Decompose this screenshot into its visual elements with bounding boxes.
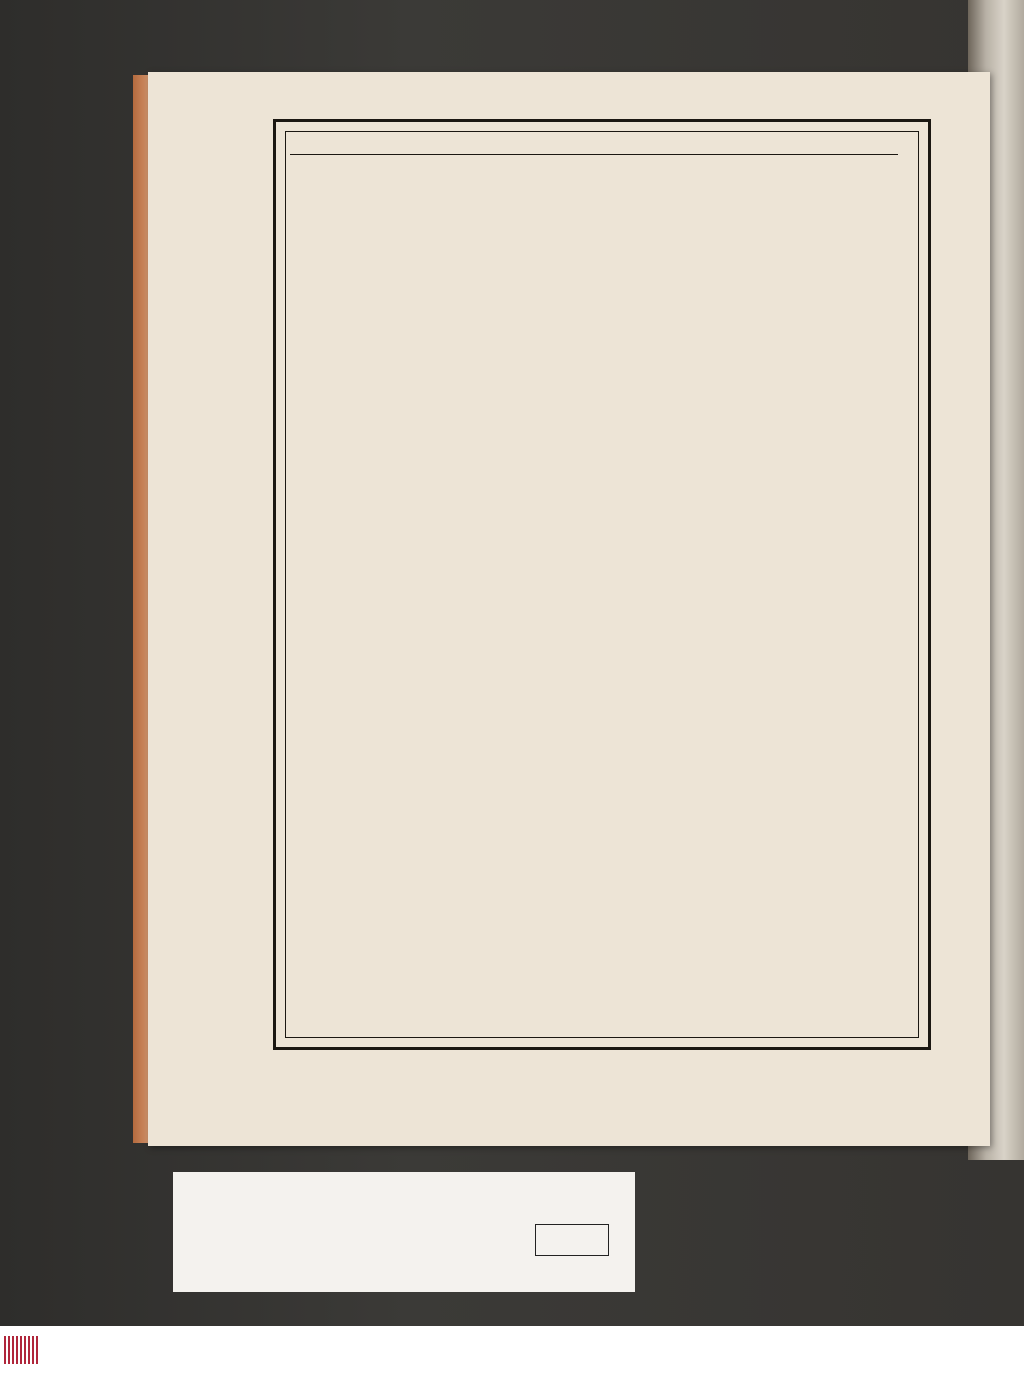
text-line [288, 397, 918, 424]
text-block [288, 158, 918, 582]
page-frame [273, 119, 931, 1050]
collect-paragraph [288, 158, 918, 344]
text-line [288, 185, 918, 212]
text-line [288, 450, 918, 477]
text-line [288, 423, 918, 450]
gray-swatch-mid [560, 1225, 584, 1255]
gray-swatch-light [584, 1225, 608, 1255]
running-head [290, 130, 898, 155]
section-heading-v [288, 344, 918, 371]
footer-bar [0, 1326, 1024, 1374]
book-page [148, 72, 990, 1146]
drop-cap-h [292, 160, 356, 234]
text-line [288, 264, 918, 291]
text-line [288, 317, 918, 344]
archive-label-card [173, 1172, 635, 1292]
text-line [288, 238, 918, 265]
drop-cap-g [292, 425, 356, 499]
address-paragraph [288, 423, 918, 556]
gray-swatch-dark [536, 1225, 560, 1255]
text-line [288, 476, 918, 503]
text-line [288, 503, 918, 530]
text-line [288, 158, 918, 185]
gray-scale-swatch [535, 1224, 609, 1256]
catchword [288, 556, 918, 583]
text-line [288, 370, 918, 397]
text-line [288, 211, 918, 238]
hab-logo-icon [4, 1336, 40, 1364]
scale-ruler [205, 1224, 421, 1252]
text-line [288, 291, 918, 318]
text-line [288, 529, 918, 556]
